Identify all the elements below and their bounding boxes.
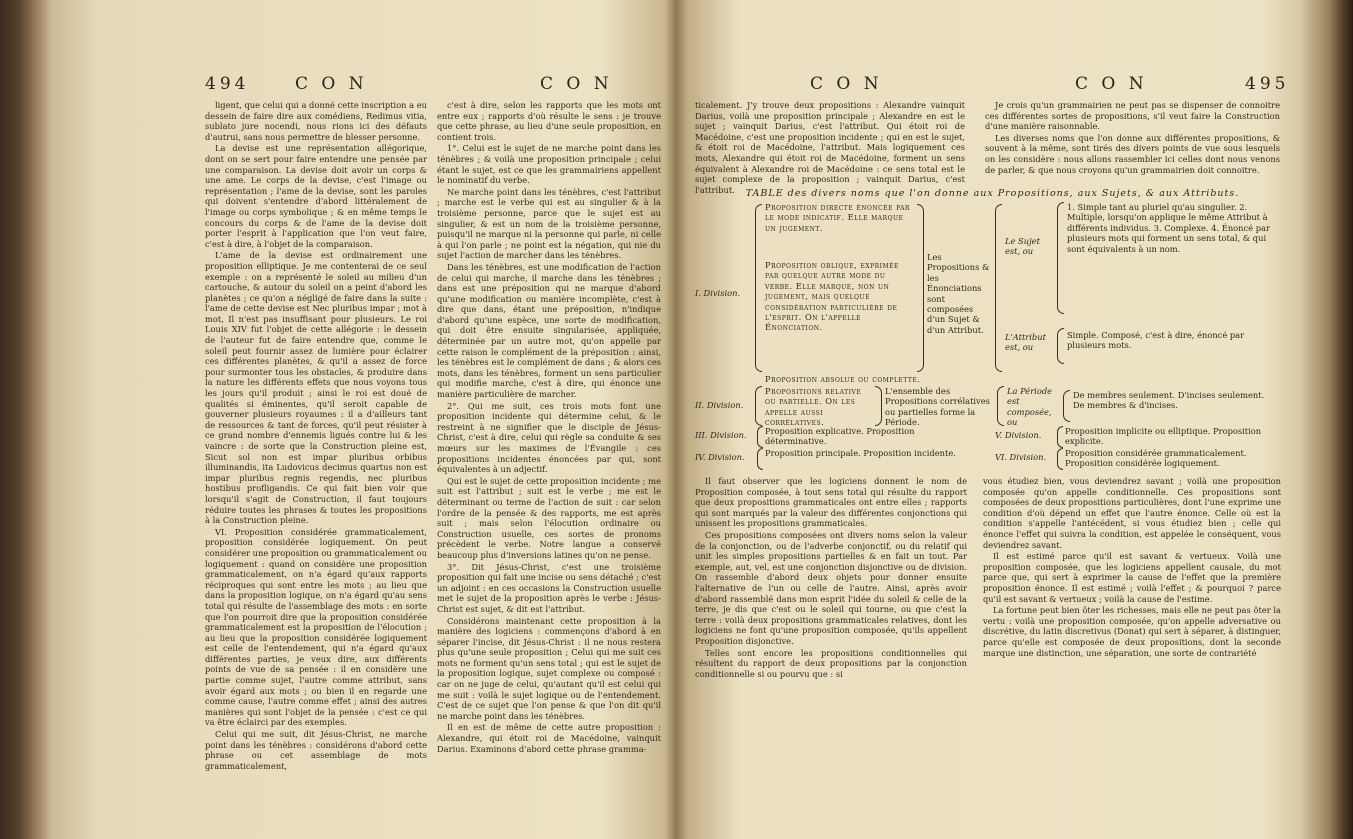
left-column-2 — [437, 100, 661, 790]
paragraph: 2°. Qui me suit, ces trois mots font une proposition incidente qui détermine celui, & le restreint à ne signifier que le disciple de Jésus-Christ, c'est à dire, celui qui règle sa conduite & ses mœurs sur les maximes de l'Évangile : ces propositions incidentes énoncées par qui, sont équivalentes à un adjectif. — [437, 400, 661, 475]
brace — [757, 448, 763, 470]
right-page — [695, 0, 1290, 839]
paragraph: Les diverses noms que l'on donne aux différentes propositions, & souvent à la même, sont tirés des divers points de vue sous lesquels on les considère : nous allons rassembler ici celles dont nous venons de parler, & que nous croyons qu'un grammairien doit connoitre. — [985, 132, 1280, 175]
brace — [755, 204, 762, 372]
brace — [1063, 390, 1070, 422]
division-3-label: III. Division. — [695, 430, 747, 440]
right-header-right: C O N — [1075, 74, 1148, 94]
brace — [997, 386, 1004, 426]
paragraph: Dans les ténèbres, est une modification de l'action de celui qui marche, il marche dans les ténèbres ; dans est une préposition qui ne marque d'abord qu'une modification ou manière incomplète, c'est à dire que dans, étant une préposition, n'indique d'abord qu'une espèce, une sorte de modification, qui doit être ensuite singularisée, appliquée, déterminée par un autre mot, qu'on appelle par cette raison le complément de la préposition : ainsi, les ténèbres est le complément de dans ; & alors ces mots, dans les ténèbres, forment un sens particulier qui modifie marche, c'est à dire, qui énonce une manière particulière de marcher. — [437, 261, 661, 400]
paragraph: Telles sont encore les propositions conditionnelles qui résultent du rapport de deux propositions par la conjonction conditionnelle si ou pourvu que : si — [695, 647, 967, 679]
division-6-label: VI. Division. — [995, 452, 1047, 462]
brace — [1057, 426, 1063, 448]
left-page — [195, 0, 665, 839]
paragraph: Il est estimé parce qu'il est savant & vertueux. Voilà une proposition composée, que les logiciens appellent causale, du mot parce que, qui sert à exprimer la cause de l'effet que la première proposition énonce. Il est estimé ; voilà l'effet ; & pourquoi ? parce qu'il est savant & vertueux ; voilà la cause de l'estime. — [983, 551, 1281, 604]
propositions-composition: Les Propositions & les Énonciations sont composées d'un Sujet & d'un Attribut. — [927, 252, 990, 335]
right-top-column-2 — [985, 100, 1280, 184]
paragraph: Il faut observer que les logiciens donnent le nom de Proposition composée, à tout sens total qui résulte du rapport que deux propositions grammaticales ont entre elles ; rapports qui sont marqués par la valeur des différentes conjonctions qui unissent les propositions grammaticales. — [695, 476, 967, 529]
division-4-label: IV. Division. — [695, 452, 745, 462]
paragraph: L'ame de la devise est ordinairement une proposition elliptique. Je me contenterai de ce seul exemple : on a représenté le soleil au milieu d'un cartouche, & autour du soleil on a peint d'abord les planètes ; ce qu'on a négligé de faire dans la suite : l'ame de cette devise est Nec pluribus impar ; mot à mot, Il n'est pas insuffisant pour plusieurs. Le roi Louis XIV fut l'objet de cette allégorie : le dessein de l'auteur fut de faire entendre que, comme le soleil peut fournir assez de lumière pour éclairer ces différentes planètes, & qu'il a assez de force pour surmonter tous les obstacles, & produire dans la nature les différents effets que nous voyons tous les jours qu'il produit ; ainsi le roi est doué de qualités si éminentes, qu'il seroit capable de gouverner plusieurs royaumes : il a d'ailleurs tant de ressources & tant de forces, qu'il peut résister à ce grand nombre d'ennemis ligués contre lui & les vaincre : de sorte que la Construction pleine est, Sicut sol non est impar pluribus orbibus illuminandis, ita Ludovicus decimus quartus non est impar pluribus regnis regendis, nec pluribus hostibus profligandis. Ce qui fait bien voir que lorsqu'il s'agit de Construction, il faut toujours réduire toutes les phrases & toutes les propositions à la Construction pleine. — [205, 250, 427, 526]
brace — [1057, 328, 1064, 364]
attribut-options: Simple. Composé, c'est à dire, énoncé par plusieurs mots. — [1067, 330, 1245, 351]
paragraph: ligent, que celui qui a donné cette inscription a eu dessein de faire dire aux comédiens, Redimus vitia, sublato jure nocendi, nous rions ici des défauts d'autrui, sans nous permettre de blesser personne. — [205, 100, 428, 142]
divisions-3-6 — [695, 426, 1290, 469]
brace — [917, 204, 924, 372]
left-page-number: 494 — [205, 74, 250, 94]
paragraph: Celui qui me suit, dit Jésus-Christ, ne marche point dans les ténèbres : considérons d'abord cette phrase ou cet assemblage de mots grammaticalement, — [205, 729, 427, 771]
brace — [755, 386, 762, 426]
brace — [995, 204, 1002, 372]
brace — [1057, 202, 1064, 314]
proposition-directe: Proposition directe énoncée par le mode indicatif. Elle marque un jugement. — [765, 202, 910, 233]
brace — [1057, 448, 1063, 470]
division-5-items: Proposition implicite ou elliptique. Proposition explicite. — [1065, 426, 1262, 447]
paragraph: 1°. Celui est le sujet de ne marche point dans les ténèbres ; & voilà une proposition principale ; celui étant le sujet, est ce que les grammairiens appellent le nominatif du verbe. — [437, 143, 661, 186]
proposition-absolue: Proposition absolue ou complette. — [765, 374, 921, 384]
paragraph: ticalement. J'y trouve deux propositions : Alexandre vainquit Darius, voilà une proposition principale ; Alexandre en est le sujet ; vainquit Darius, c'est l'attribut. Qui étoit roi de Macédoine, c'est une proposition incidente ; qui en est le sujet, & étoit roi de Macédoine, l'attribut. Mais logiquement ces mots, Alexandre qui étoit roi de Macédoine, forment un sens équivalent à Alexandre roi de Macédoine : ce sens total est le sujet complexe de la proposition ; vainquit Darius, c'est l'attribut. — [695, 100, 965, 195]
propositions-table — [695, 200, 1290, 455]
division-5-label: V. Division. — [995, 430, 1042, 440]
ensemble-periode: L'ensemble des Propositions corrélatives ou partielles forme la Période. — [885, 386, 990, 428]
right-page-header — [695, 74, 1290, 96]
right-page-number: 495 — [1245, 74, 1290, 94]
attribut-label: L'Attribut est, ou — [1005, 332, 1046, 353]
paragraph: vous étudiez bien, vous deviendrez savant ; voilà une proposition composée qu'on appelle conditionnelle. Ces propositions sont composées de deux propositions particulières, dont l'une exprime une condition d'où dépend un effet que l'autre énonce. Celle où est la condition s'appelle l'antécédent, si vous étudiez bien ; celle qui énonce l'effet qui suivra la condition, est appelée le conséquent, vous deviendrez savant. — [983, 476, 1281, 550]
right-bottom-column-1 — [695, 476, 967, 776]
proposition-relative: Propositions relative ou partielle. On les appelle aussi corrélatives. — [765, 386, 862, 428]
paragraph: La devise est une représentation allégorique, dont on se sert pour faire entendre une pensée par une comparaison. La devise doit avoir un corps & une ame. Le corps de la devise, c'est l'image ou représentation ; l'ame de la devise, sont les paroles qui doivent s'entendre d'abord littéralement de l'image ou corps symbolique ; & en même temps le concours du corps & de l'ame de la devise doit porter l'esprit à l'application que l'on veut faire, c'est à dire, à l'objet de la comparaison. — [205, 143, 427, 249]
table-title: TABLE des divers noms que l'on donne aux Propositions, aux Sujets, & aux Attributs. — [745, 188, 1240, 199]
paragraph: Ne marche point dans les ténèbres, c'est l'attribut ; marche est le verbe qui est au singulier & à la troisième personne, parce que le sujet est au singulier, & est un nom de la troisième personne, puisqu'il ne marque ni la personne qui parle, ni celle à qui l'on parle ; ne point est la négation, qui nie du sujet l'action de marcher dans les ténèbres. — [437, 186, 661, 261]
left-page-header — [195, 74, 665, 96]
division-4-items: Proposition principale. Proposition incidente. — [765, 448, 956, 458]
left-column-1 — [205, 100, 427, 790]
right-bottom-column-2 — [983, 476, 1281, 776]
division-1-label: I. Division. — [695, 288, 741, 298]
right-top-column-1 — [695, 100, 965, 195]
paragraph: Qui est le sujet de cette proposition incidente ; me suit est l'attribut ; suit est le verbe ; me est le déterminant ou terme de l'action de suit : car selon l'ordre de la pensée & des rapports, me est après suit ; mais selon l'élocution ordinaire ou Construction usuelle, ces sortes de pronoms précèdent le verbe. Notre langue a conservé beaucoup plus d'inversions latines qu'on ne pense. — [437, 475, 661, 560]
paragraph: Je crois qu'un grammairien ne peut pas se dispenser de connoitre ces différentes sortes de propositions, s'il veut faire la Construction d'une manière raisonnable. — [985, 100, 1280, 132]
paragraph: Considérons maintenant cette proposition à la manière des logiciens : commençons d'abord à en séparer l'incise, dit Jésus-Christ : il ne nous restera plus qu'une seule proposition ; Celui qui me suit ces mots ne forment qu'un sens total ; qui est le sujet de la proposition logique, sujet complexe ou composé : car on ne juge de celui, qu'autant qu'il est celui qui me suit : voilà le sujet logique ou de l'entendement. C'est de ce sujet que l'on pense & que l'on dit qu'il ne marche point dans les ténèbres. — [437, 615, 661, 721]
sujet-label: Le Sujet est, ou — [1005, 236, 1040, 257]
paragraph: 3°. Dit Jésus-Christ, c'est une troisième proposition qui fait une incise ou sens détaché ; c'est un adjoint : en ces occasions la Construction usuelle met le sujet de la proposition après le verbe : Jésus-Christ est sujet, & dit est l'attribut. — [437, 561, 661, 614]
paragraph: c'est à dire, selon les rapports que les mots ont entre eux ; rapports d'où résulte le sens : je trouve que cette phrase, au lieu d'une seule proposition, en contient trois. — [437, 100, 661, 142]
paragraph: Ces propositions composées ont divers noms selon la valeur de la conjonction, ou de l'adverbe conjonctif, ou du relatif qui unit les simples propositions partielles & en fait un tout. Par exemple, aut, vel, est une conjonction disjonctive ou de division. On rassemble d'abord deux objets pour donner ensuite l'alternative de l'un ou celle de l'autre. Ainsi, après avoir d'abord rassemblé dans mon esprit l'idée du soleil & celle de la terre, je dis que c'est ou le soleil qui tourne, ou que c'est la terre : voilà deux propositions grammaticales relatives, dont les logiciens ne font qu'une proposition composée, qu'ils appellent Proposition disjonctive. — [695, 529, 967, 646]
division-6-items: Proposition considérée grammaticalement. Proposition considérée logiquement. — [1065, 448, 1247, 469]
paragraph: La fortune peut bien ôter les richesses, mais elle ne peut pas ôter la vertu : voilà une proposition composée, qu'on appelle adversative ou discrétive, du latin discretivus (Donat) qui sert à séparer, à distinguer, parce qu'elle est composée de deux propositions, dont la seconde marque une distinction, une séparation, une sorte de contrariété — [983, 605, 1281, 658]
right-header-left: C O N — [810, 74, 883, 94]
left-header-left: C O N — [295, 74, 368, 94]
division-2-label: II. Division. — [695, 400, 744, 410]
brace — [757, 426, 763, 448]
proposition-oblique: Proposition oblique, exprimée par quelque autre mode du verbe. Elle marque, non un jugement, mais quelque considération particulière de l'esprit. On l'appelle Énonciation. — [765, 260, 899, 333]
membres-options: De membres seulement. D'incises seulement. De membres & d'incises. — [1073, 390, 1265, 411]
division-3-items: Proposition explicative. Proposition déterminative. — [765, 426, 915, 447]
paragraph: Il en est de même de cette autre proposition : Alexandre, qui étoit roi de Macédoine, vainquit Darius. Examinons d'abord cette phrase gramma- — [437, 722, 661, 754]
left-header-right: C O N — [540, 74, 613, 94]
brace — [875, 386, 882, 426]
paragraph: VI. Proposition considérée grammaticalement, proposition considérée logiquement. On peut considérer une proposition ou grammaticalement ou logiquement : quand on considère une proposition grammaticalement, on n'a égard qu'aux rapports réciproques qui sont entre les mots ; au lieu que dans la proposition logique, on n'a égard qu'au sens total qui résulte de l'assemblage des mots : en sorte que l'on pourroit dire que la proposition considérée grammaticalement est la proposition de l'élocution ; au lieu que la proposition considérée logiquement est celle de l'entendement, qui n'a égard qu'aux différentes parties, je veux dire, aux différents points de vue de sa pensée : il en considère une partie comme sujet, l'autre comme attribut, sans avoir égard aux mots ; ou bien il en regarde une comme cause, l'autre comme effet ; ainsi des autres manières qui sont l'objet de la pensée : c'est ce qui va être éclairci par des exemples. — [205, 526, 427, 728]
sujet-options: 1. Simple tant au pluriel qu'au singulier. 2. Multiple, lorsqu'on applique le même Attribut à différents individus. 3. Complexe. 4. Énoncé par plusieurs mots qui forment un sens total, & qui sont équivalents à un nom. — [1067, 202, 1270, 254]
la-periode: La Période est composée, ou — [1007, 386, 1053, 428]
